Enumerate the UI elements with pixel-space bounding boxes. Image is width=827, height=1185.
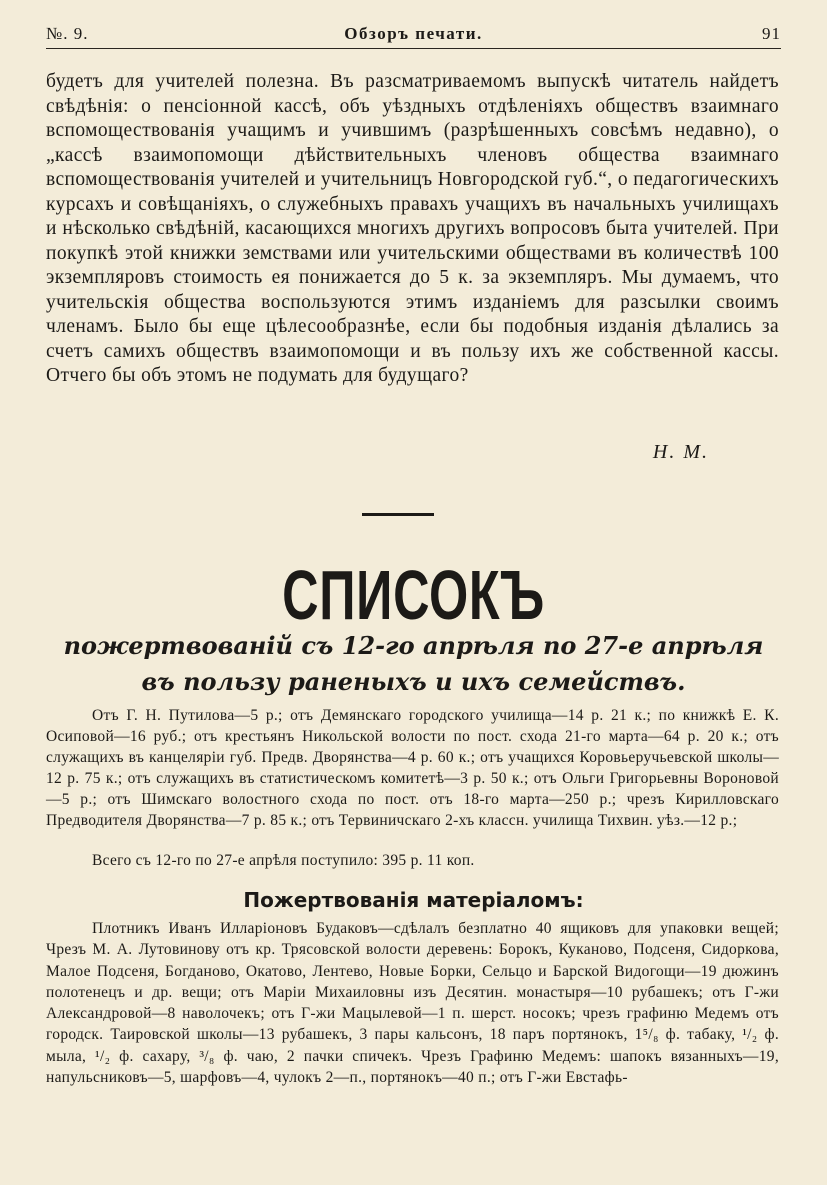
running-header: [46, 22, 781, 49]
journal-section-title: Обзоръ печати.: [344, 24, 483, 43]
section-divider: [362, 513, 434, 516]
author-signature: Н. М.: [652, 441, 709, 463]
review-paragraph: будетъ для учителей полезна. Въ разсматриваемомъ выпускѣ читатель найдетъ свѣдѣнія: о пенсіонной кассѣ, объ уѣздныхъ отдѣленіяхъ обществъ взаимнаго вспомоществованія учащимъ и учившимъ (разрѣшенныхъ совсѣмъ недавно), о „кассѣ взаимопомощи дѣйствительныхъ членовъ общества взаимнаго вспомоществованія учителей и учительницъ Новгородской губ.“, о педагогическихъ курсахъ и совѣщаніяхъ, о служебныхъ правахъ учащихъ въ начальныхъ училищахъ и нѣсколько свѣдѣній, касающихся многихъ другихъ вопросовъ быта учителей. При покупкѣ этой книжки земствами или учительскими обществами въ количествѣ 100 экземпляровъ стоимость ея понижается до 5 к. за экземпляръ. Мы думаемъ, что учительскія общества воспользуются этимъ изданіемъ для разсылки своимъ членамъ. Было бы еще цѣлесообразнѣе, если бы подобныя изданія дѣлались за счетъ самихъ обществъ взаимопомощи и въ пользу ихъ же собственной кассы. Отчего бы объ этомъ не подумать для будущаго?: [46, 71, 779, 386]
donations-total: Всего съ 12-го по 27-е апрѣля поступило: 395 р. 11 коп.: [92, 852, 475, 869]
materials-paragraph: Плотникъ Иванъ Илларіоновъ Будаковъ—сдѣлалъ безплатно 40 ящиковъ для упаковки вещей; Чрезъ М. А. Лутовинову отъ кр. Трясовской волости деревень: Борокъ, Куканово, Подсеня, Сидоркова, Малое Подсеня, Богданово, Окатово, Лентево, Новые Борки, Сельцо и Барской Видогощи—19 дюжинъ полотенецъ и др. вещи; отъ Маріи Михаиловны изъ Десятин. монастыря—10 рубашекъ; отъ Г-жи Александровой—8 наволочекъ; отъ Г-жи Мацылевой—1 п. шерст. носокъ; чрезъ графиню Медемъ отъ городск. Таировской школы—13 рубашекъ, 3 пары кальсонъ, 18 паръ портянокъ, 1⁵/₈ ф. табаку, ¹/₂ ф. мыла, ¹/₂ ф. сахару, ³/₈ ф. чаю, 2 пачки спичекъ. Чрезъ Графиню Медемъ: шапокъ вязанныхъ—19, напульсниковъ—5, шарфовъ—4, чулокъ 2—п., портянокъ—40 п.; отъ Г-жи Евстафь-: [46, 920, 779, 1087]
list-subtitle: пожертвованій съ 12-го апрѣля по 27-е апрѣля въ пользу раненыхъ и ихъ семействъ.: [63, 631, 764, 696]
materials-heading: Пожертвованія матеріаломъ:: [243, 888, 584, 912]
donations-paragraph: Отъ Г. Н. Путилова—5 р.; отъ Демянскаго городского училища—14 р. 21 к.; по книжкѣ Е. К. Осиповой—16 руб.; отъ крестьянъ Никольской волости по пост. схода 21-го марта—64 р. 20 к.; отъ служащихъ въ канцеляріи губ. Предв. Дворянства—4 р. 60 к.; отъ учащихся Коровьеручьевской школы—12 р. 75 к.; отъ служащихъ въ статистическомъ комитетѣ—3 р. 50 к.; отъ Ольги Григорьевны Вороновой—5 р.; отъ Шимскаго волостного схода по пост. отъ 18-го марта—250 р.; чрезъ Кирилловскаго Предводителя Дворянства—7 р. 85 к.; отъ Тервиничскаго 2-хъ классн. училища Тихвин. уѣз.—12 р.;: [46, 707, 779, 829]
issue-number: №. 9.: [46, 24, 89, 43]
list-title: СПИСОКЪ: [282, 556, 545, 634]
page-number: 91: [762, 24, 781, 43]
